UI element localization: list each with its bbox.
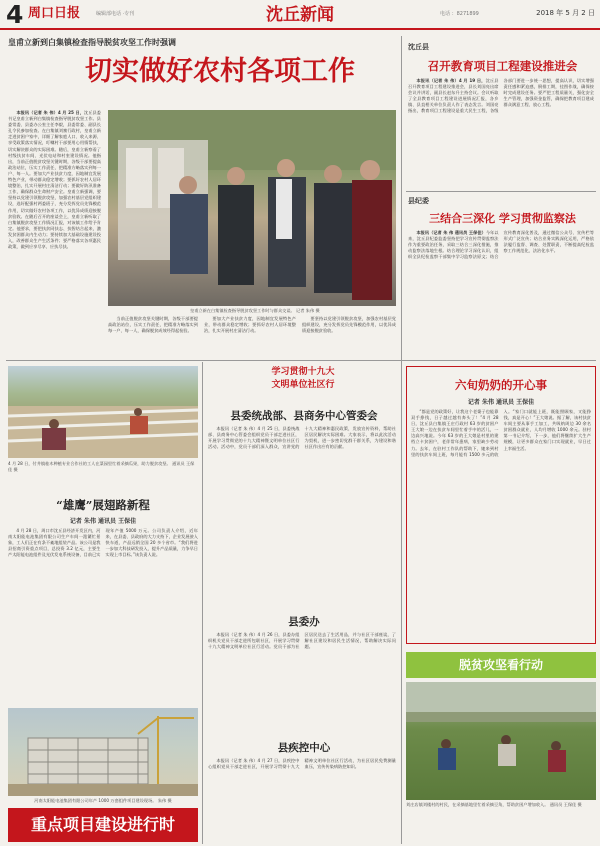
right-sub-headline: 三结合三深化 学习贯彻监察法 [429,212,576,225]
eagle-body-text: 4 月 28 日，周口市沈丘县经济开发区内，河南太阳能电池集团有限公司生产车间一派繁忙景象，工人们正在有条不紊地组装产品。该公司是我县招商引资重点项目，总投资 3.2 亿元，主要生产太阳能电池组件及光伏发电系统设备，目前已实现年产值 5000 万元。公司负责人介绍，近年来，在县委、县政府的大力支持下，企业发展驶入快车道，产品远销全国 20 多个省市。“我们将进一步加大科技研发投入，提升产品质量，力争早日实现上市目标。”该负责人说。 [8,528,198,558]
farm-photo-caption-text: 4 月 28 日，付井镇桂木种植专业合作社的工人在菜园里忙着采摘瓜果，助力脱贫攻坚。 [8,461,171,466]
lead-body-col-3: 要加大产业扶贫力度，因地制宜发展特色产业，带动群众稳定增收；要抓好农村人居环境整治，扎实开展村庄清洁行动。 [204,316,296,334]
eagle-byline: 记者 朱伟 通讯员 王保佳 [69,518,137,525]
right-top-source: 沈丘县 [408,43,429,51]
masthead [0,0,600,30]
lead-kicker: 皇甫立新到白集镇检查指导脱贫攻坚工作时强调 [8,38,176,47]
bean-field-caption-text: 刘庄店镇刘楼村的村民，在采摘基地里忙着采摘豆角，帮助贫困户增加收入。 [406,802,549,807]
right-top-body [408,78,594,190]
grandma-byline: 记者 朱伟 通讯员 王保佳 [467,399,535,406]
cdc-body [208,758,396,842]
lead-photo-caption-text: 皇甫立新在白集镇检查指导脱贫攻坚工作时与群众交谈。 [190,308,295,313]
construction-photo-credit: 朱伟 摄 [157,798,172,803]
vertical-divider-left [202,362,203,844]
construction-photo [8,708,198,796]
grandma-body [411,409,591,641]
farm-photo [8,366,198,458]
right-top-headline: 召开教育项目工程建设推进会 [427,59,578,73]
section-name: 沈丘新闻 [266,5,334,25]
right-top-body-text: 沈丘县召开教育项目工程建设推进会，县长刘国亮出席会议并讲话，副县长赵东升主持会议。会议听取了全县教育项目工程建设进展情况汇报，各乡镇、县直相关单位负责人作了表态发言。刘国亮指出，教育项目工程建设是重大民生工程，各级各部门要进一步统一思想，提高认识，切实增强责任感和紧迫感，倒排工期，挂图作战，确保按时完成建设任务。要严把工程质量关，强化安全生产管理，加强资金监管，确保把教育项目建成群众满意工程、放心工程。 [408,78,594,114]
eagle-body [8,528,198,706]
issue-date: 2018 年 5 月 2 日 [536,9,595,17]
lead-byline: 本报讯（记者 朱 伟）4 月 25 日， [16,110,84,115]
bean-field-caption [406,802,596,808]
lead-body-col-4: 要坚持以党建引领脱贫攻坚，加强农村基层党组织建设，充分发挥党员先锋模范作用，以优异成绩迎接脱贫验收。 [302,316,396,334]
construction-photo-caption-text: 河南太阳能电池集团有限公司年产 1000 万套组件项目建设现场。 [34,798,157,803]
right-sub-body-text: 今年以来，沈丘县纪委监委坚持把学习宣传贯彻监察法作为重要政治任务，采取三结合三深化措施，推动监察法落地生根。结合理论学习深化认识，组织全县纪检监察干部集中学习监察法原文；结合宣传教育深化普及，通过微信公众号、宣传栏等形式广泛宣传；结合业务实践深化运用，严格依法履行监督、调查、处置职责，不断提高纪检监察工作规范化、法治化水平。 [408,230,594,260]
page-number: 4 [6,0,24,29]
united-front-body [208,426,396,592]
construction-photo-caption [8,798,198,804]
county-office-headline: 县委办 [288,616,320,628]
farm-photo-caption [8,461,198,473]
civility-head [210,366,396,402]
project-banner: 重点项目建设进行时 [8,808,198,842]
right-sub-byline: 本报讯（记者 朱 伟 通讯员 王保佳） [416,230,486,235]
grandma-body-text: “都是党的政策好，让我这个老婆子也能靠双手挣钱，日子越过越有奔头了！”4 月 28 日，沈丘县白集镇王庄行政村 63 岁的贫困户王大娘一边在扶贫车间里忙着手中的活儿，一边高兴地说。今年 63 岁的王大娘是村里的建档立卡贫困户，老伴常年患病，家里缺少劳动力。去年，在驻村工作队的帮助下，她来到村里的扶贫车间上班，每月能有 1500 多元的收入。“家门口就能上班，既能照顾家，又能挣钱，真是开心！”王大娘说。据了解，该村扶贫车间主要从事手工加工，共吸纳周边 30 余名贫困群众就业，人均月增收 1000 余元。驻村第一书记介绍，下一步，他们将继续扩大生产规模，让更多群众在家门口实现就业，早日过上幸福生活。 [411,409,591,457]
masthead-meta-left: 编辑部电话 ·专刊 [96,11,135,17]
right-sub-body [408,230,594,355]
vertical-divider-right [401,36,402,844]
county-office-body [208,632,396,732]
right-top-byline: 本报讯（记者 朱 伟）4 月 19 日， [416,78,486,83]
cdc-headline: 县疾控中心 [277,742,331,754]
eagle-headline: “雄鹰”展翅路新程 [56,498,150,512]
lead-headline: 切实做好农村各项工作 [85,56,355,87]
farm-photo-credit: 通讯员 王保佳 摄 [8,461,195,472]
lead-body: 沈丘县委书记皇甫立新到白集镇检查指导脱贫攻坚工作。县委常委、县委办公室主任李毅，县委常委、副县长孔令民参加检查。在白集镇刘寨行政村，皇甫立新走进贫困户家中，详细了解家庭人口、收入来源、享受政策落实情况，叮嘱村干部要用心用情帮扶，切实解决群众的实际困难。随后，皇甫立新察看了村级扶贫车间、光伏电站和村室建设情况。他指出，当前正值脱贫攻坚关键时期，各级干部要提高政治站位，压实工作责任，把精准方略落实到每一户、每一人。要加大产业扶贫力度，因地制宜发展特色产业，带动群众稳定增收；要抓好农村人居环境整治，扎实开展村庄清洁行动；要做好防汛准备工作，确保群众生命财产安全。皇甫立新强调，要坚持以党建引领脱贫攻坚，加强农村基层党组织建设，选好配强村两委班子，充分发挥党员先锋模范作用，切实做好农村各项工作，以优异成绩迎接脱贫验收。在随后召开的座谈会上，皇甫立新听取了白集镇脱贫攻坚工作情况汇报，对该镇工作给予肯定。他要求，要把扶贫同扶志、扶智结合起来，激发贫困群众内生动力；要持续加大基础设施建设投入，改善群众生产生活条件；要严格落实各项惠民政策，做到应享尽享、应扶尽扶。 [8,110,101,250]
lead-body-col-2: 当前正值脱贫攻坚关键时期，各级干部要提高政治站位，压实工作责任，把精准方略落实到每一户、每一人，确保脱贫成效经得起检验。 [108,316,198,334]
lead-photo-credit: 记者 朱伟 摄 [296,308,320,313]
lead-body-col-1 [8,110,101,324]
grandma-box [406,366,596,644]
county-office-body-text: 本报讯（记者 朱 伟）4 月 26 日，县委办组织机关党员干部走进所包联社区，开展学习贯彻十九大精神文明单位社区行活动。党员干部为社区居民送去了生活用品，并与社区干部座谈，了解社区建设和居民生活情况，帮助解决实际问题。 [208,632,396,650]
right-sub-source: 县纪委 [408,197,429,205]
masthead-meta-right: 电话 ：8271899 [440,11,479,17]
right-divider-1 [406,191,596,192]
horizontal-divider-mid [6,360,596,361]
cdc-body-text: 本报讯（记者 朱 伟）4 月 27 日，县疾控中心组织党员干部走进社区，开展学习贯彻十九大精神文明单位社区行活动，为社区居民免费测量血压，宣传传染病防控知识。 [208,758,396,770]
united-front-body-text: 本报讯（记者 朱 伟）4 月 25 日，县委统战部、县商务中心管委会组织党员干部走进社区，开展学习贯彻党的十九大精神暨文明单位社区行活动。活动中，党员干部们深入群众，宣讲党的十九大精神和惠民政策，发放宣传资料，帮助社区居民解决实际困难。大家表示，将以此次活动为契机，进一步密切党群干群关系，为建设和谐社区作出应有的贡献。 [208,426,396,450]
bean-field-credit: 通讯员 王保佳 摄 [549,802,582,807]
paper-name: 周口日报 [28,6,81,21]
civility-head-line-2: 文明单位社区行 [271,380,335,390]
bean-field-photo [406,682,596,800]
civility-head-line-1: 学习贯彻十九大 [271,367,335,377]
lead-photo [108,110,396,306]
lead-photo-caption [190,308,396,314]
poverty-banner: 脱贫攻坚看行动 [406,652,596,678]
grandma-headline: 六旬奶奶的开心事 [455,378,547,392]
united-front-headline: 县委统战部、县商务中心管委会 [230,410,378,422]
